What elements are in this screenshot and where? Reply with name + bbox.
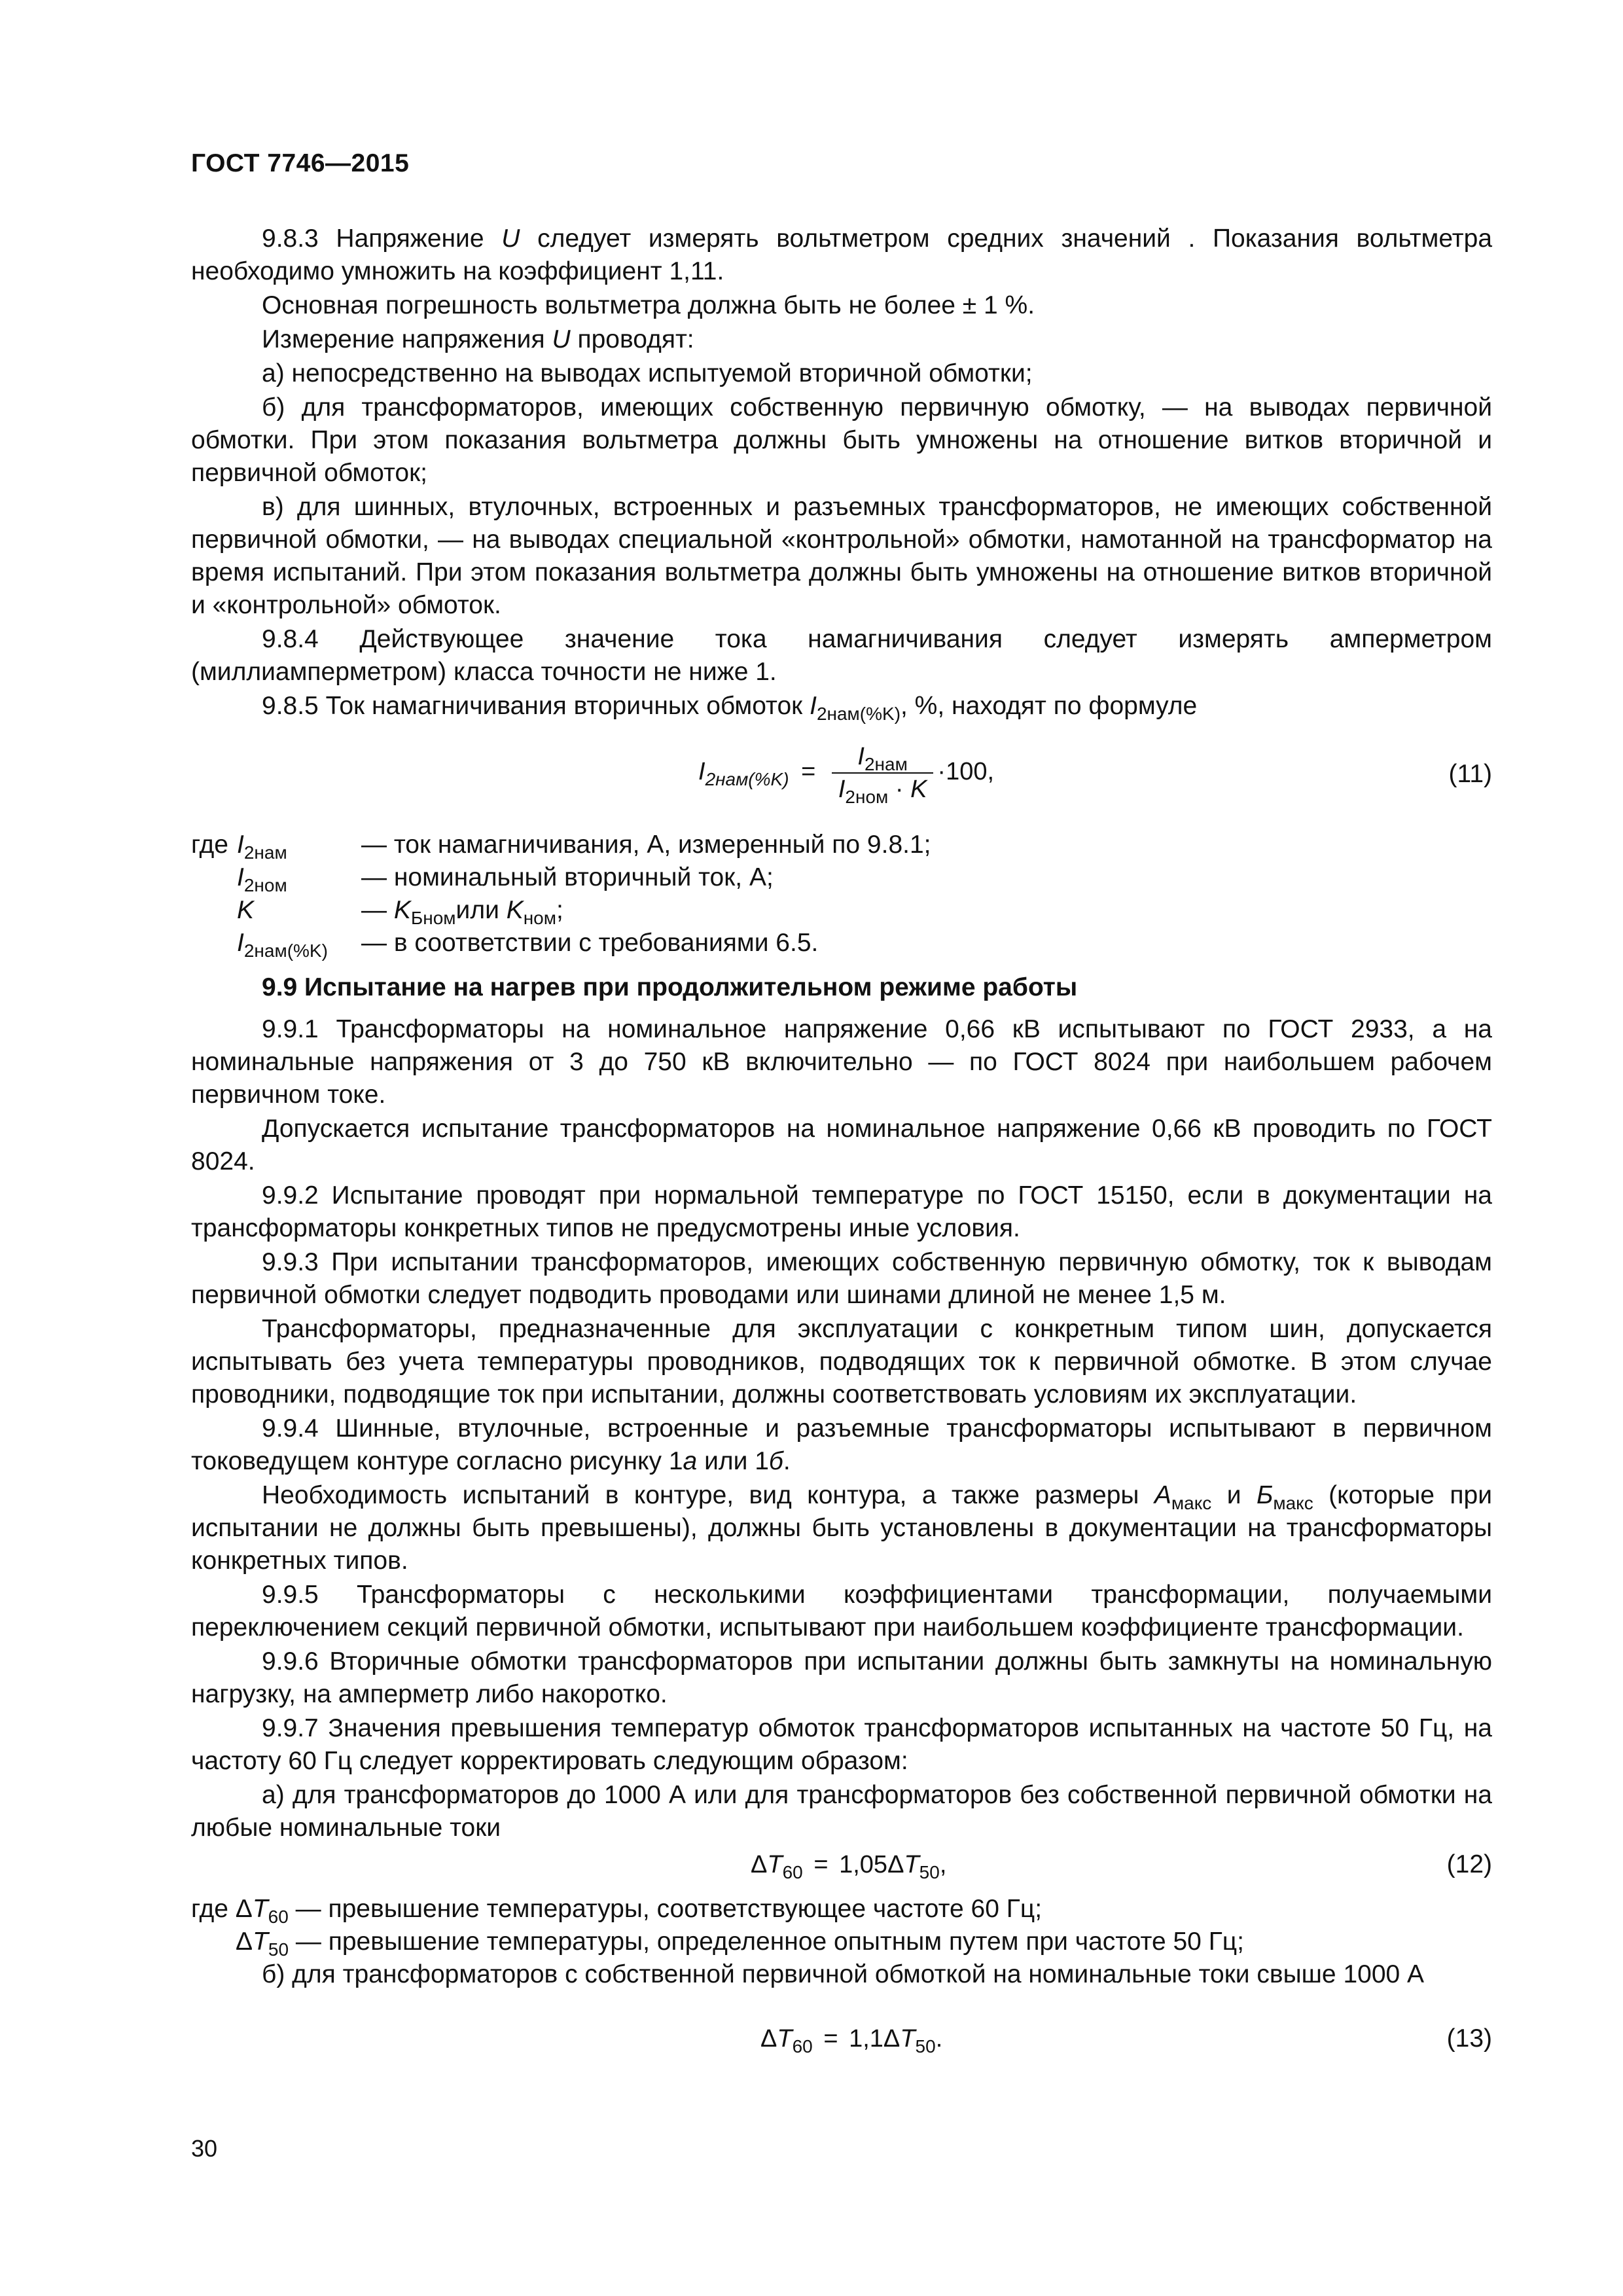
paragraph-measurement-intro: Измерение напряжения U проводят: [262,325,694,353]
paragraph-9-8-3: 9.8.3 Напряжение U следует измерять вольтметром средних значений . Показания вольтметра необходимо умножить на коэффициент 1,11. [191,224,1493,285]
definition-row: где $I_{2нам}$ — ток намагничивания, А, измеренный по 9.8.1; [191,831,931,863]
formula-11-number: (11) [1448,760,1492,788]
paragraph-9-8-5: 9.8.5 Ток намагничивания вторичных обмоток $I_{2нам(\%K)}$, %, находят по формуле [262,692,1198,724]
formula-12-definitions [191,1893,1492,1958]
paragraph-voltmeter-error: Основная погрешность вольтметра должна быть не более ± 1 %. [262,291,1035,319]
page-number: 30 [191,2135,218,2162]
paragraph-9-9-6: 9.9.6 Вторичные обмотки трансформаторов при испытании должны быть замкнуты на номинальную нагрузку, на амперметр либо накоротко. [191,1647,1492,1708]
paragraph-9-9-7: 9.9.7 Значения превышения температур обмоток трансформаторов испытанных на частоте 50 Гц, на частоту 60 Гц следует корректировать следующим образом: [191,1714,1492,1775]
list-item-a: а) непосредственно на выводах испытуемой вторичной обмотки; [262,359,1033,387]
paragraph-9-9-4: 9.9.4 Шинные, втулочные, встроенные и разъемные трансформаторы испытывают в первичном токоведущем контуре согласно рисунку 1а или 1б. [191,1414,1492,1475]
paragraph-9-8-4: 9.8.4 Действующее значение тока намагничивания следует измерять амперметром (миллиамперметром) класса точности не ниже 1. [191,625,1492,686]
definition-row: $I_{2ном}$ — номинальный вторичный ток, А; [237,863,774,895]
paragraph-9-9-3-busbars: Трансформаторы, предназначенные для эксплуатации с конкретным типом шин, допускается испытывать без учета температуры проводников, подводящих ток к первичной обмотке. В этом случае проводники, подводящие ток при испытании, должны соответствовать условиям их эксплуатации. [191,1315,1492,1408]
formula-12-number: (12) [1446,1850,1492,1878]
formula-13: $\Delta T_{60} = 1,1\Delta T_{50}$. (13) [191,2013,1492,2063]
paragraph-9-9-5: 9.9.5 Трансформаторы с несколькими коэффициентами трансформации, получаемыми переключением секций первичной обмотки, испытывают при наибольшем коэффициенте трансформации. [191,1581,1492,1641]
formula-11: $I_{2нам(\%K)}$ = $\frac{I_{2нам}}{I_{2ном} \cdot K}$ ·100, (11) [698,743,1492,807]
paragraph-9-9-1-allowance: Допускается испытание трансформаторов на номинальное напряжение 0,66 кВ проводить по ГОСТ 8024. [191,1115,1492,1175]
formula-11-fraction: $\frac{I_{2нам}}{I_{2ном} \cdot K}$ [832,742,934,804]
list-item-9-9-7-b: б) для трансформаторов с собственной первичной обмоткой на номинальные токи свыше 1000 А [262,1960,1425,1988]
document-header: ГОСТ 7746—2015 [191,149,410,177]
definition-row: где $\Delta T_{60}$ — превышение температуры, соответствующее частоте 60 Гц; [191,1895,1043,1927]
paragraph-9-9-3: 9.9.3 При испытании трансформаторов, имеющих собственную первичную обмотку, ток к выводам первичной обмотки следует подводить проводами или шинами длиной не менее 1,5 м. [191,1248,1492,1309]
formula-13-number: (13) [1446,2024,1492,2053]
formula-12: $\Delta T_{60} = 1,05\Delta T_{50}$, (12) [191,1847,1492,1892]
section-title-9-9: 9.9 Испытание на нагрев при продолжительном режиме работы [262,973,1078,1001]
list-item-b: б) для трансформаторов, имеющих собственную первичную обмотку, — на выводах первичной обмотки. При этом показания вольтметра должны быть умножены на отношение витков вторичной и первичной обмоток; [191,393,1492,487]
document-body [191,223,1492,2063]
list-item-9-9-7-a: а) для трансформаторов до 1000 А или для трансформаторов без собственной первичной обмотки на любые номинальные токи [191,1781,1492,1842]
paragraph-9-9-4-contour: Необходимость испытаний в контуре, вид контура, а также размеры $А_{макс}$ и $Б_{макс}$ (которые при испытании не должны быть превышены), должны быть установлены в документации на трансформаторы конкретных типов. [191,1481,1492,1575]
definition-row: $\Delta T_{50}$ — превышение температуры, определенное опытным путем при частоте 50 Гц; [236,1928,1244,1960]
list-item-v: в) для шинных, втулочных, встроенных и разъемных трансформаторов, не имеющих собственной первичной обмотки, — на выводах специальной «контрольной» обмотки, намотанной на трансформатор на время испытаний. При этом показания вольтметра должны быть умножены на отношение витков вторичной и «контрольной» обмоток. [191,493,1492,619]
paragraph-9-9-2: 9.9.2 Испытание проводят при нормальной температуре по ГОСТ 15150, если в документации на трансформаторы конкретных типов не предусмотрены иные условия. [191,1181,1492,1242]
definition-row: $I_{2нам(\%K)}$ — в соответствии с требованиями 6.5. [237,929,819,961]
formula-11-definitions [191,829,1492,960]
paragraph-9-9-1: 9.9.1 Трансформаторы на номинальное напряжение 0,66 кВ испытывают по ГОСТ 2933, а на номинальные напряжения от 3 до 750 кВ включительно — по ГОСТ 8024 при наибольшем рабочем первичном токе. [191,1015,1492,1109]
definition-row: K — $K_{Бном}или$ $K_{ном}$; [237,896,563,928]
